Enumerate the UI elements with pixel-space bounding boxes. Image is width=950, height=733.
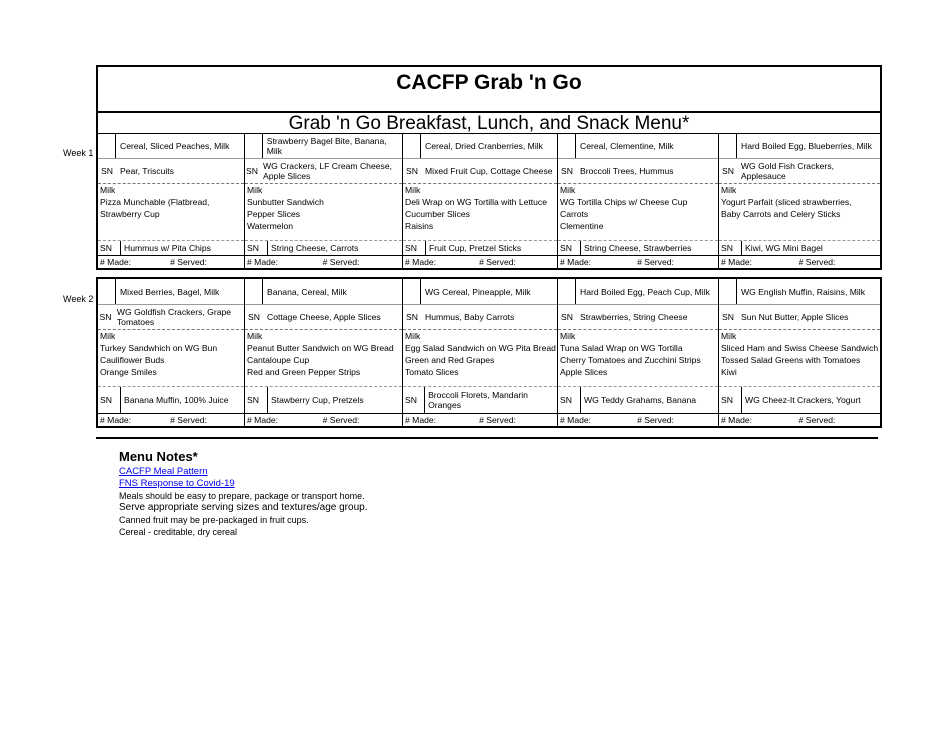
am-snack-text: Broccoli Trees, Hummus xyxy=(580,166,674,176)
day-column xyxy=(98,133,244,270)
pm-snack-text: Broccoli Florets, Mandarin Oranges xyxy=(428,390,528,410)
sn-label: SN xyxy=(719,387,742,413)
lunch-line: Tomato Slices xyxy=(405,367,459,377)
lunch-line: Carrots xyxy=(560,209,589,219)
tally-row xyxy=(403,256,557,270)
am-snack-row xyxy=(558,159,718,184)
pm-snack-text: Banana Muffin, 100% Juice xyxy=(124,395,229,405)
lunch-block xyxy=(558,330,718,387)
sn-label: SN xyxy=(98,387,121,413)
pm-snack-row xyxy=(403,241,557,256)
lunch-line: Sunbutter Sandwich xyxy=(247,197,324,207)
lunch-line: Pizza Munchable (Flatbread, xyxy=(100,197,210,207)
sn-label: SN xyxy=(248,312,260,322)
pm-snack-text: String Cheese, Strawberries xyxy=(584,243,692,253)
lunch-line: Peanut Butter Sandwich on WG Bread xyxy=(247,343,394,353)
breakfast-text: Mixed Berries, Bagel, Milk xyxy=(120,286,220,297)
sn-label: SN xyxy=(99,312,112,322)
tally-row xyxy=(245,256,402,270)
pm-snack-text: Fruit Cup, Pretzel Sticks xyxy=(429,243,522,253)
tally-row xyxy=(403,414,557,428)
breakfast-row xyxy=(719,279,880,305)
lunch-block xyxy=(245,184,402,241)
day-column xyxy=(244,279,402,428)
lunch-line: Milk xyxy=(100,331,116,341)
am-snack-row xyxy=(403,159,557,184)
pm-snack-text: WG Teddy Grahams, Banana xyxy=(584,395,697,405)
day-column xyxy=(718,133,880,270)
served-label: # Served: xyxy=(322,257,360,267)
sn-label: SN xyxy=(722,312,734,322)
checkbox-cell[interactable] xyxy=(719,133,737,158)
pm-snack-row xyxy=(719,241,880,256)
lunch-line: Yogurt Parfait (sliced strawberries, xyxy=(721,197,852,207)
lunch-line: Milk xyxy=(405,185,421,195)
lunch-line: Milk xyxy=(100,185,116,195)
day-column xyxy=(98,279,244,428)
lunch-line: Cherry Tomatoes and Zucchini Strips xyxy=(560,355,701,365)
made-label: # Made: xyxy=(100,257,132,267)
am-snack-text: WG Crackers, LF Cream Cheese, Apple Slices xyxy=(263,161,392,181)
sn-label: SN xyxy=(561,312,573,322)
menu-subtitle: Grab 'n Go Breakfast, Lunch, and Snack Menu* xyxy=(98,113,880,134)
lunch-line: Cucumber Slices xyxy=(405,209,470,219)
breakfast-text: Strawberry Bagel Bite, Banana, Milk xyxy=(266,135,387,156)
lunch-line: Milk xyxy=(405,331,421,341)
am-snack-text: Sun Nut Butter, Apple Slices xyxy=(741,312,849,322)
breakfast-text: Hard Boiled Egg, Peach Cup, Milk xyxy=(580,286,710,297)
breakfast-text: Cereal, Dried Cranberries, Milk xyxy=(425,140,543,151)
pm-snack-text: WG Cheez-It Crackers, Yogurt xyxy=(745,395,861,405)
lunch-line: Raisins xyxy=(405,221,434,231)
tally-row xyxy=(98,256,244,270)
breakfast-row xyxy=(719,133,880,159)
checkbox-cell[interactable] xyxy=(245,133,263,158)
sn-label: SN xyxy=(721,166,734,176)
lunch-line: Tossed Salad Greens with Tomatoes xyxy=(721,355,861,365)
pm-snack-row xyxy=(719,387,880,414)
made-label: # Made: xyxy=(247,257,279,267)
am-snack-text: Mixed Fruit Cup, Cottage Cheese xyxy=(425,166,553,176)
lunch-line: Apple Slices xyxy=(560,367,608,377)
breakfast-text: Banana, Cereal, Milk xyxy=(267,286,347,297)
lunch-line: WG Tortilla Chips w/ Cheese Cup xyxy=(560,197,688,207)
checkbox-cell[interactable] xyxy=(98,279,116,304)
day-column xyxy=(402,133,557,270)
am-snack-row xyxy=(98,159,244,184)
pm-snack-text: String Cheese, Carrots xyxy=(271,243,359,253)
sn-label: SN xyxy=(406,166,418,176)
sn-label: SN xyxy=(561,166,573,176)
lunch-line: Cantaloupe Cup xyxy=(247,355,310,365)
checkbox-cell[interactable] xyxy=(403,133,421,158)
menu-notes xyxy=(119,451,367,538)
tally-row xyxy=(719,256,880,270)
breakfast-row xyxy=(98,133,244,159)
checkbox-cell[interactable] xyxy=(719,279,737,304)
lunch-line: Clementine xyxy=(560,221,604,231)
made-label: # Made: xyxy=(405,257,437,267)
checkbox-cell[interactable] xyxy=(98,133,116,158)
lunch-block xyxy=(558,184,718,241)
made-label: # Made: xyxy=(100,415,132,425)
week-row xyxy=(98,279,880,428)
lunch-block xyxy=(98,330,244,387)
sn-label: SN xyxy=(245,241,268,255)
lunch-line: Tuna Salad Wrap on WG Tortilla xyxy=(560,343,683,353)
served-label: # Served: xyxy=(322,415,360,425)
page-title: CACFP Grab 'n Go xyxy=(98,67,880,113)
checkbox-cell[interactable] xyxy=(558,279,576,304)
lunch-line: Turkey Sandwhich on WG Bun xyxy=(100,343,218,353)
lunch-block xyxy=(245,330,402,387)
lunch-line: Milk xyxy=(247,331,263,341)
divider xyxy=(96,437,878,439)
lunch-line: Red and Green Pepper Strips xyxy=(247,367,361,377)
lunch-line: Pepper Slices xyxy=(247,209,301,219)
tally-row xyxy=(719,414,880,428)
made-label: # Made: xyxy=(247,415,279,425)
lunch-line: Strawberry Cup xyxy=(100,209,160,219)
served-label: # Served: xyxy=(798,415,836,425)
pm-snack-text: Stawberry Cup, Pretzels xyxy=(271,395,364,405)
lunch-line: Sliced Ham and Swiss Cheese Sandwich xyxy=(721,343,879,353)
sn-label: SN xyxy=(246,166,258,176)
checkbox-cell[interactable] xyxy=(245,279,263,304)
lunch-line: Cauliflower Buds xyxy=(100,355,165,365)
pm-snack-row xyxy=(558,241,718,256)
day-column xyxy=(402,279,557,428)
lunch-line: Green and Red Grapes xyxy=(405,355,495,365)
made-label: # Made: xyxy=(560,415,592,425)
made-label: # Made: xyxy=(721,415,753,425)
note-line: Meals should be easy to prepare, package or transport home. xyxy=(119,491,365,501)
am-snack-row xyxy=(245,159,402,184)
am-snack-row xyxy=(558,305,718,330)
am-snack-row xyxy=(98,305,244,330)
lunch-line: Milk xyxy=(560,331,576,341)
am-snack-text: Hummus, Baby Carrots xyxy=(425,312,515,322)
sn-label: SN xyxy=(98,241,121,255)
pm-snack-row xyxy=(245,241,402,256)
breakfast-row xyxy=(403,279,557,305)
lunch-line: Deli Wrap on WG Tortilla with Lettuce xyxy=(405,197,548,207)
breakfast-row xyxy=(245,279,402,305)
lunch-line: Milk xyxy=(560,185,576,195)
lunch-block xyxy=(98,184,244,241)
sn-label: SN xyxy=(101,166,113,176)
week-row xyxy=(98,133,880,270)
lunch-line: Milk xyxy=(247,185,263,195)
made-label: # Made: xyxy=(405,415,437,425)
served-label: # Served: xyxy=(798,257,836,267)
checkbox-cell[interactable] xyxy=(558,133,576,158)
am-snack-text: Cottage Cheese, Apple Slices xyxy=(267,312,381,322)
lunch-block xyxy=(719,184,880,241)
breakfast-text: Hard Boiled Egg, Blueberries, Milk xyxy=(741,140,872,151)
lunch-line: Watermelon xyxy=(247,221,294,231)
week-table xyxy=(63,133,882,270)
lunch-line: Orange Smiles xyxy=(100,367,157,377)
sn-label: SN xyxy=(406,312,418,322)
am-snack-text: WG Gold Fish Crackers, Applesauce xyxy=(740,161,835,181)
served-label: # Served: xyxy=(637,415,674,425)
breakfast-text: WG English Muffin, Raisins, Milk xyxy=(741,286,866,297)
am-snack-row xyxy=(719,159,880,184)
sn-label: SN xyxy=(245,387,268,413)
served-label: # Served: xyxy=(170,415,207,425)
served-label: # Served: xyxy=(170,257,207,267)
week-table xyxy=(63,277,882,428)
pm-snack-row xyxy=(98,387,244,414)
breakfast-row xyxy=(558,133,718,159)
sn-label: SN xyxy=(403,241,426,255)
note-line: Serve appropriate serving sizes and textures/age group. xyxy=(119,502,368,513)
lunch-block xyxy=(403,184,557,241)
lunch-line: Egg Salad Sandwich on WG Pita Bread xyxy=(405,343,556,353)
breakfast-text: WG Cereal, Pineapple, Milk xyxy=(425,286,531,297)
tally-row xyxy=(558,256,718,270)
pm-snack-row xyxy=(558,387,718,414)
day-column xyxy=(244,133,402,270)
sn-label: SN xyxy=(719,241,742,255)
lunch-line: Baby Carrots and Celery Sticks xyxy=(721,209,841,219)
am-snack-text: Strawberries, String Cheese xyxy=(580,312,688,322)
pm-snack-text: Hummus w/ Pita Chips xyxy=(124,243,211,253)
pm-snack-row xyxy=(245,387,402,414)
am-snack-row xyxy=(719,305,880,330)
tally-row xyxy=(98,414,244,428)
checkbox-cell[interactable] xyxy=(403,279,421,304)
notes-heading: Menu Notes* xyxy=(119,449,198,464)
breakfast-text: Cereal, Clementine, Milk xyxy=(580,140,674,151)
note-line: Cereal - creditable, dry cereal xyxy=(119,527,238,537)
made-label: # Made: xyxy=(721,257,753,267)
menu-header xyxy=(96,65,882,134)
served-label: # Served: xyxy=(479,415,516,425)
am-snack-text: Pear, Triscuits xyxy=(120,166,174,176)
pm-snack-text: Kiwi, WG Mini Bagel xyxy=(745,243,823,253)
breakfast-row xyxy=(98,279,244,305)
lunch-block xyxy=(719,330,880,387)
breakfast-row xyxy=(558,279,718,305)
am-snack-row xyxy=(245,305,402,330)
week-label: Week 1 xyxy=(63,148,94,158)
tally-row xyxy=(245,414,402,428)
made-label: # Made: xyxy=(560,257,592,267)
lunch-block xyxy=(403,330,557,387)
day-column xyxy=(557,279,718,428)
am-snack-text: WG Goldfish Crackers, Grape Tomatoes xyxy=(116,307,232,327)
am-snack-row xyxy=(403,305,557,330)
breakfast-row xyxy=(403,133,557,159)
week-label: Week 2 xyxy=(63,294,94,304)
sn-label: SN xyxy=(558,241,581,255)
note-line: Canned fruit may be pre-packaged in fruit cups. xyxy=(119,515,309,525)
tally-row xyxy=(558,414,718,428)
served-label: # Served: xyxy=(479,257,516,267)
breakfast-text: Cereal, Sliced Peaches, Milk xyxy=(120,140,230,151)
cacfp-meal-pattern-link[interactable]: CACFP Meal Pattern xyxy=(119,466,208,477)
served-label: # Served: xyxy=(637,257,674,267)
sn-label: SN xyxy=(403,387,425,413)
lunch-line: Kiwi xyxy=(721,367,737,377)
lunch-line: Milk xyxy=(721,185,737,195)
lunch-line: Milk xyxy=(721,331,737,341)
day-column xyxy=(718,279,880,428)
pm-snack-row xyxy=(403,387,557,414)
fns-covid-link[interactable]: FNS Response to Covid-19 xyxy=(119,478,235,489)
day-column xyxy=(557,133,718,270)
breakfast-row xyxy=(245,133,402,159)
pm-snack-row xyxy=(98,241,244,256)
sn-label: SN xyxy=(558,387,581,413)
